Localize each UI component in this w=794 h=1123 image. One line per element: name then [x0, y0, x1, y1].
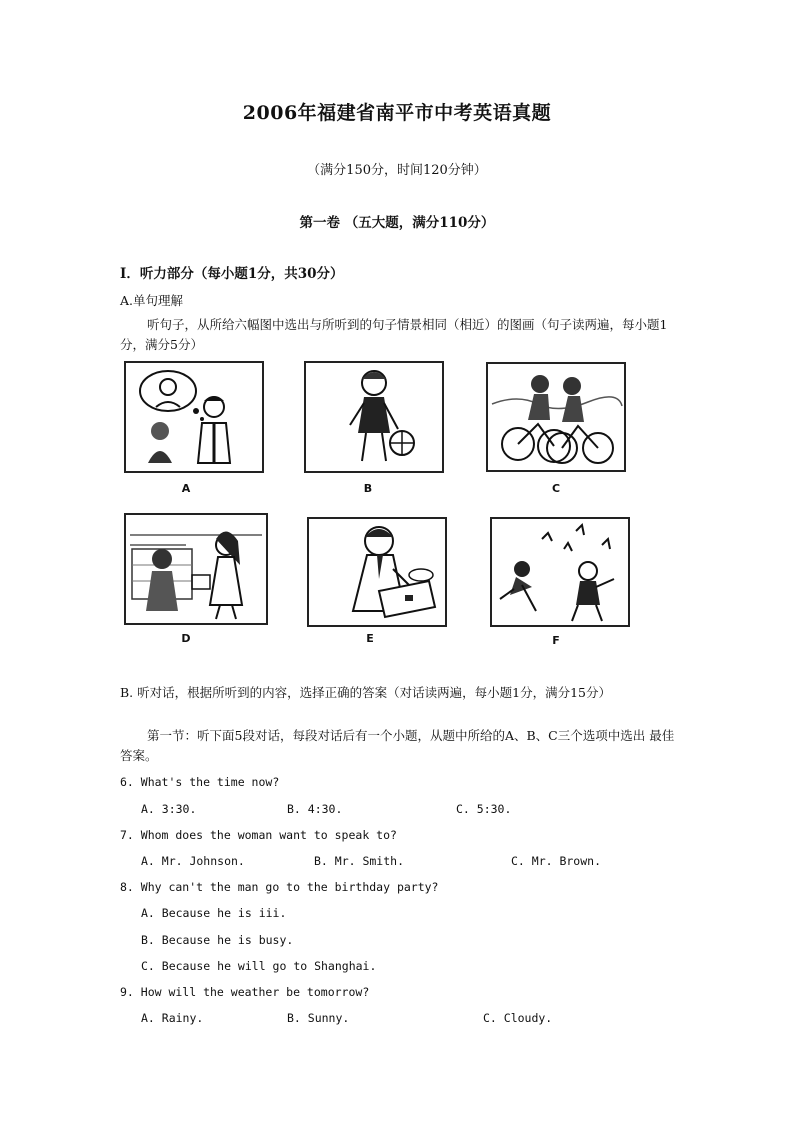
picture-label-a: A [181, 482, 191, 495]
page-title: 2006年福建省南平市中考英语真题 [242, 102, 552, 124]
question-6-stem: 6. What's the time now? [120, 775, 280, 789]
part-a-instruction: 听句子，从所给六幅图中选出与所听到的句子情景相同（相近）的图画（句子读两遍，每小题1分，满分5分） [120, 317, 668, 352]
picture-label-f: F [552, 634, 560, 647]
question-6-option-c: C. 5:30. [456, 802, 512, 816]
question-9-stem: 9. How will the weather be tomorrow? [120, 985, 370, 999]
people-talking-icon [124, 361, 264, 473]
question-9-option-c: C. Cloudy. [483, 1011, 553, 1025]
question-7-option-b: B. Mr. Smith. [314, 854, 405, 868]
boy-drawing-icon [307, 517, 447, 627]
children-cycling-icon [486, 362, 626, 472]
question-7-option-c: C. Mr. Brown. [511, 854, 602, 868]
question-7-option-a: A. Mr. Johnson. [141, 854, 245, 868]
volume-heading: 第一卷 （五大题，满分110分） [299, 215, 495, 231]
picture-label-e: E [366, 632, 374, 645]
subsection-1-instruction: 第一节：听下面5段对话，每段对话后有一个小题，从题中所给的A、B、C三个选项中选出 最佳答案。 [120, 728, 675, 763]
question-9-option-b: B. Sunny. [287, 1011, 350, 1025]
part-b-label: B. 听对话，根据所听到的内容，选择正确的答案（对话读两遍，每小题1分，满分15分） [120, 685, 611, 700]
question-8-option-b: B. Because he is busy. [141, 933, 294, 947]
part-a-label: A.单句理解 [120, 293, 184, 308]
question-7-stem: 7. Whom does the woman want to speak to? [120, 828, 397, 842]
question-8-option-c: C. Because he will go to Shanghai. [141, 959, 377, 973]
picture-label-d: D [181, 632, 191, 645]
question-6-option-b: B. 4:30. [287, 802, 343, 816]
children-playing-icon [490, 517, 630, 627]
question-8-option-a: A. Because he is iii. [141, 906, 287, 920]
shopping-scene-icon [124, 513, 268, 625]
question-9-option-a: A. Rainy. [141, 1011, 204, 1025]
question-8-stem: 8. Why can't the man go to the birthday party? [120, 880, 439, 894]
girl-basketball-icon [304, 361, 444, 473]
picture-label-c: C [551, 482, 561, 495]
section-heading-listening: I．听力部分（每小题1分，共30分） [120, 266, 344, 282]
page-subtitle: （满分150分，时间120分钟） [307, 163, 487, 178]
picture-label-b: B [363, 482, 373, 495]
question-6-option-a: A. 3:30. [141, 802, 197, 816]
